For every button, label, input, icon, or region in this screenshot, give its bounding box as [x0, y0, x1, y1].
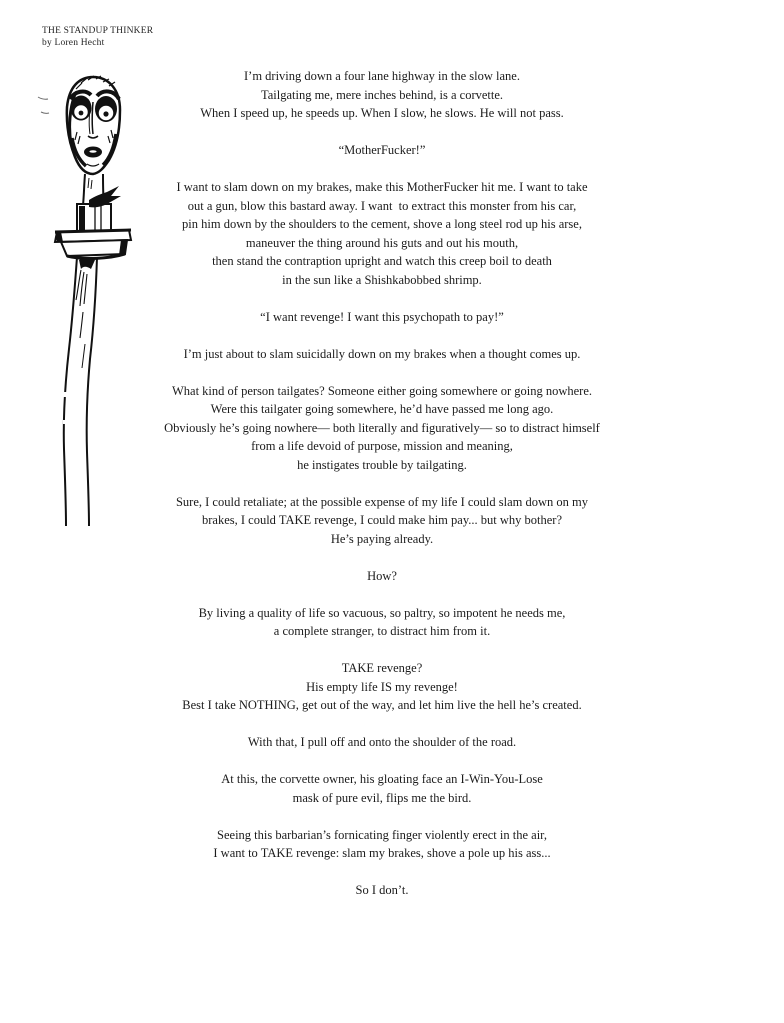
poem-line: He’s paying already.	[330, 531, 434, 546]
poem-stanza	[0, 770, 764, 807]
poem-line: So I don’t.	[355, 883, 409, 897]
poem-line: Were this tailgater going somewhere, he’d have passed me long ago.	[210, 402, 554, 416]
poem-line: Best I take NOTHING, get out of the way, and let him live the hell he’s created.	[182, 698, 582, 712]
poem-stanza	[0, 659, 764, 715]
poem-stanza	[0, 345, 764, 364]
poem-line: I want to slam down on my brakes, make this MotherFucker hit me. I want to take	[176, 180, 588, 194]
poem-stanza	[0, 733, 764, 752]
poem-stanza	[0, 604, 764, 641]
poem-line: he instigates trouble by tailgating.	[297, 457, 467, 472]
poem-line: Tailgating me, mere inches behind, is a corvette.	[260, 87, 504, 102]
poem-line: maneuver the thing around his guts and out his mouth,	[245, 235, 519, 250]
poem-line: What kind of person tailgates? Someone either going somewhere or going nowhere.	[171, 383, 593, 398]
poem-line: Sure, I could retaliate; at the possible expense of my life I could slam down on my	[175, 494, 589, 509]
poem-line: “MotherFucker!”	[338, 143, 426, 157]
poem-line: Seeing this barbarian’s fornicating finger violently erect in the air,	[217, 827, 547, 842]
poem-stanza	[0, 826, 764, 863]
poem-stanza	[0, 67, 764, 123]
poem-stanza	[0, 881, 764, 900]
poem-line: pin him down by the shoulders to the cement, shove a long steel rod up his arse,	[182, 217, 582, 231]
page-title: THE STANDUP THINKER	[42, 26, 154, 36]
poem-line: At this, the corvette owner, his gloating face an I-Win-You-Lose	[221, 772, 543, 786]
poem-stanza	[0, 141, 764, 160]
poem-stanza	[0, 567, 764, 586]
poem-line: When I speed up, he speeds up. When I slow, he slows. He will not pass.	[200, 106, 564, 120]
poem-line: Obviously he’s going nowhere— both literally and figuratively— so to distract himself	[164, 420, 600, 435]
poem-stanza	[0, 178, 764, 289]
poem	[0, 67, 764, 900]
poem-stanza	[0, 308, 764, 327]
poem-line: I’m driving down a four lane highway in the slow lane.	[244, 69, 520, 83]
poem-stanza	[0, 382, 764, 475]
poem-line: TAKE revenge?	[341, 661, 423, 675]
poem-line: I’m just about to slam suicidally down on my brakes when a thought comes up.	[183, 346, 581, 361]
poem-line: then stand the contraption upright and watch this creep boil to death	[212, 254, 552, 268]
poem-line: from a life devoid of purpose, mission and meaning,	[251, 439, 513, 453]
poem-line: With that, I pull off and onto the shoulder of the road.	[247, 735, 517, 749]
poem-line: brakes, I could TAKE revenge, I could make him pay... but why bother?	[201, 513, 562, 527]
poem-stanza	[0, 493, 764, 549]
poem-line: How?	[367, 568, 397, 583]
byline: by Loren Hecht	[42, 37, 105, 48]
poem-line: “I want revenge! I want this psychopath to pay!”	[260, 309, 504, 324]
title-block	[42, 26, 153, 49]
poem-line: His empty life IS my revenge!	[306, 679, 458, 694]
poem-line: By living a quality of life so vacuous, so paltry, so impotent he needs me,	[198, 605, 566, 620]
poem-line: out a gun, blow this bastard away. I want to extract this monster from his car,	[187, 198, 577, 213]
poem-line: a complete stranger, to distract him from it.	[273, 624, 491, 638]
poem-line: in the sun like a Shishkabobbed shrimp.	[282, 272, 482, 287]
poem-line: I want to TAKE revenge: slam my brakes, shove a pole up his ass...	[213, 846, 551, 860]
poem-line: mask of pure evil, flips me the bird.	[292, 790, 472, 805]
